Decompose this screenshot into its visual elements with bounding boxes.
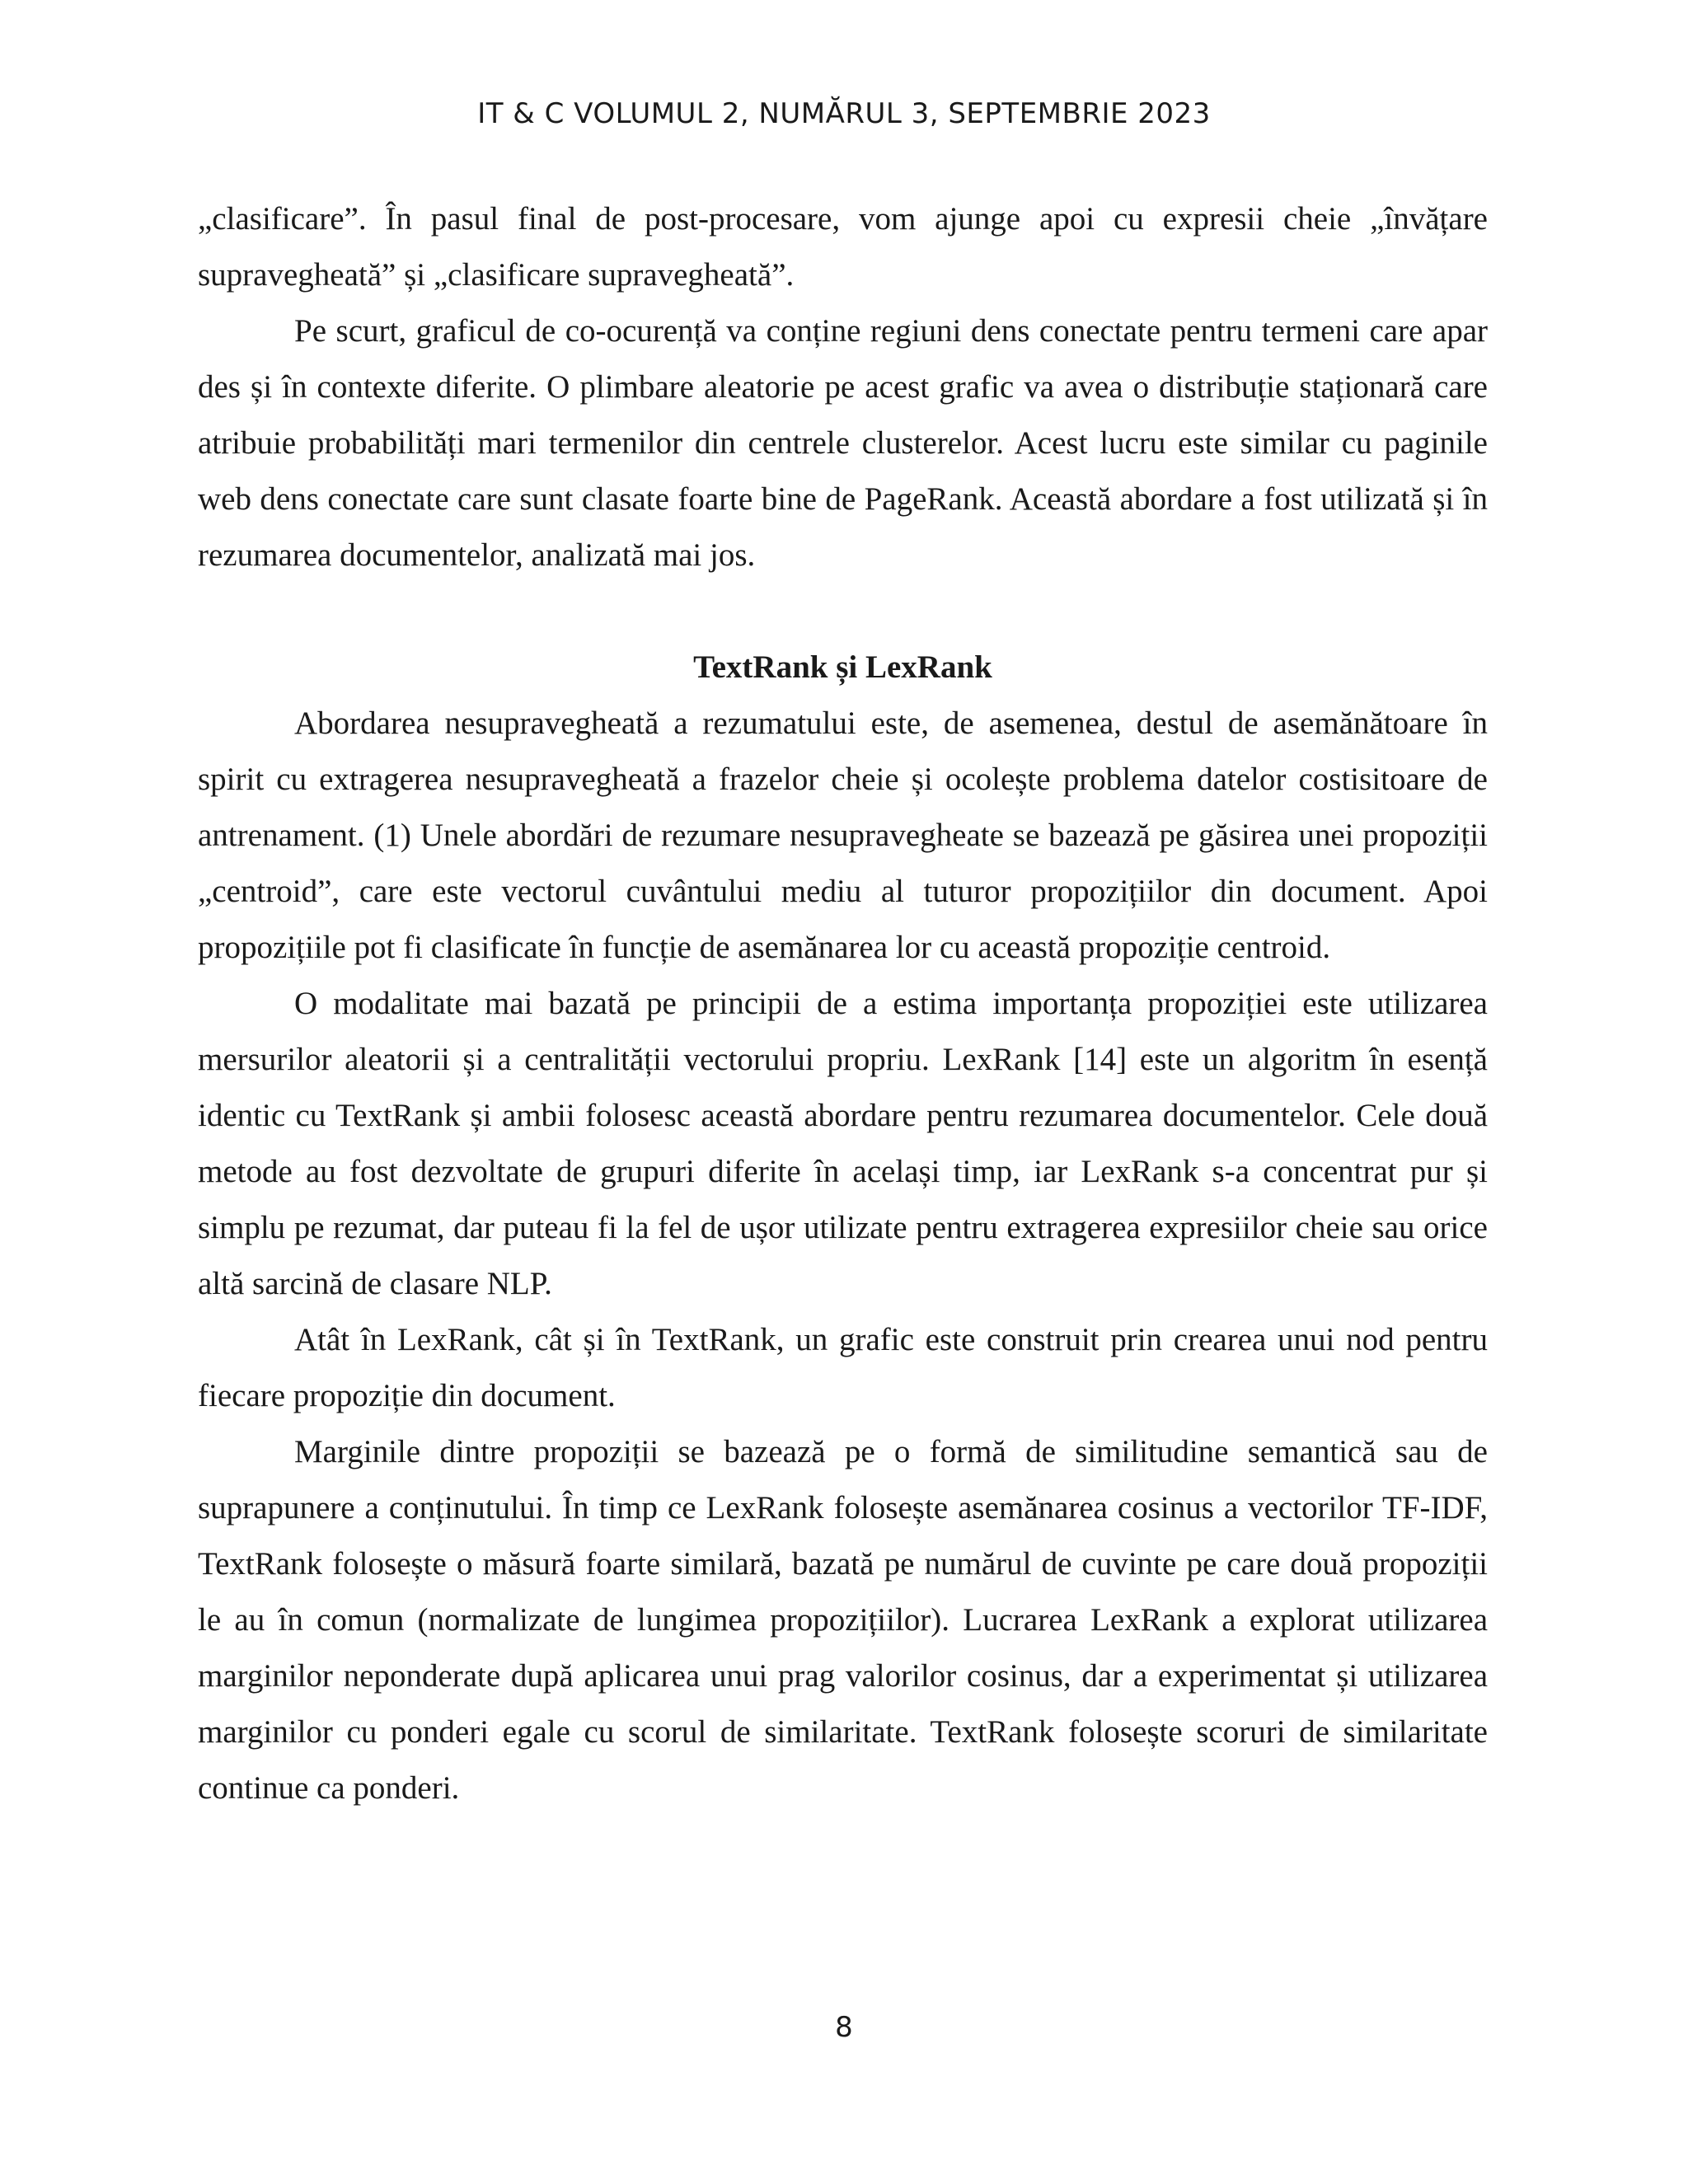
paragraph-unsupervised-summarization: Abordarea nesupravegheată a rezumatului este, de asemenea, destul de asemănătoare în spirit cu extragerea nesupravegheată a frazelor cheie și ocolește problema datelor costisitoare de antrenament. (1) Unele abordări de rezumare nesupravegheate se bazează pe găsirea unei propoziții „centroid”, care este vectorul cuvântului mediu al tuturor propozițiilor din document. Apoi propozițiile pot fi clasificate în funcție de asemănarea lor cu această propoziție centroid. bbox=[198, 705, 1488, 965]
running-header: IT & C VOLUMUL 2, NUMĂRUL 3, SEPTEMBRIE 2023 bbox=[477, 97, 1211, 130]
paragraph-graph-construction: Atât în LexRank, cât și în TextRank, un grafic este construit prin crearea unui nod pentru fiecare propoziție din document. bbox=[198, 1322, 1488, 1413]
paragraph-continuation: „clasificare”. În pasul final de post-procesare, vom ajunge apoi cu expresii cheie „învățare supravegheată” și „clasificare supravegheată”. bbox=[198, 201, 1488, 293]
paragraph-cooccurrence-graph: Pe scurt, graficul de co-ocurență va conține regiuni dens conectate pentru termeni care apar des și în contexte diferite. O plimbare aleatorie pe acest grafic va avea o distribuție staționară care atribuie probabilități mari termenilor din centrele clusterelor. Acest lucru este similar cu paginile web dens conectate care sunt clasate foarte bine de PageRank. Această abordare a fost utilizată și în rezumarea documentelor, analizată mai jos. bbox=[198, 313, 1488, 573]
page-number: 8 bbox=[835, 2011, 853, 2044]
paragraph-edges-similarity: Marginile dintre propoziții se bazează pe o formă de similitudine semantică sau de suprapunere a conținutului. În timp ce LexRank folosește asemănarea cosinus a vectorilor TF-IDF, TextRank folosește o măsură foarte similară, bazată pe numărul de cuvinte pe care două propoziții le au în comun (normalizate de lungimea propozițiilor). Lucrarea LexRank a explorat utilizarea marginilor neponderate după aplicarea unui prag valorilor cosinus, dar a experimentat și utilizarea marginilor cu ponderi egale cu scorul de similaritate. TextRank folosește scoruri de similaritate continue ca ponderi. bbox=[198, 1434, 1488, 1806]
paragraph-random-walks: O modalitate mai bazată pe principii de a estima importanța propoziției este utilizarea mersurilor aleatorii și a centralității vectorului propriu. LexRank [14] este un algoritm în esență identic cu TextRank și ambii folosesc această abordare pentru rezumarea documentelor. Cele două metode au fost dezvoltate de grupuri diferite în același timp, iar LexRank s-a concentrat pur și simplu pe rezumat, dar puteau fi la fel de ușor utilizate pentru extragerea expresiilor cheie sau orice altă sarcină de clasare NLP. bbox=[198, 986, 1488, 1301]
section-heading-textrank-lexrank: TextRank și LexRank bbox=[693, 649, 992, 685]
article-body bbox=[198, 191, 1488, 1816]
